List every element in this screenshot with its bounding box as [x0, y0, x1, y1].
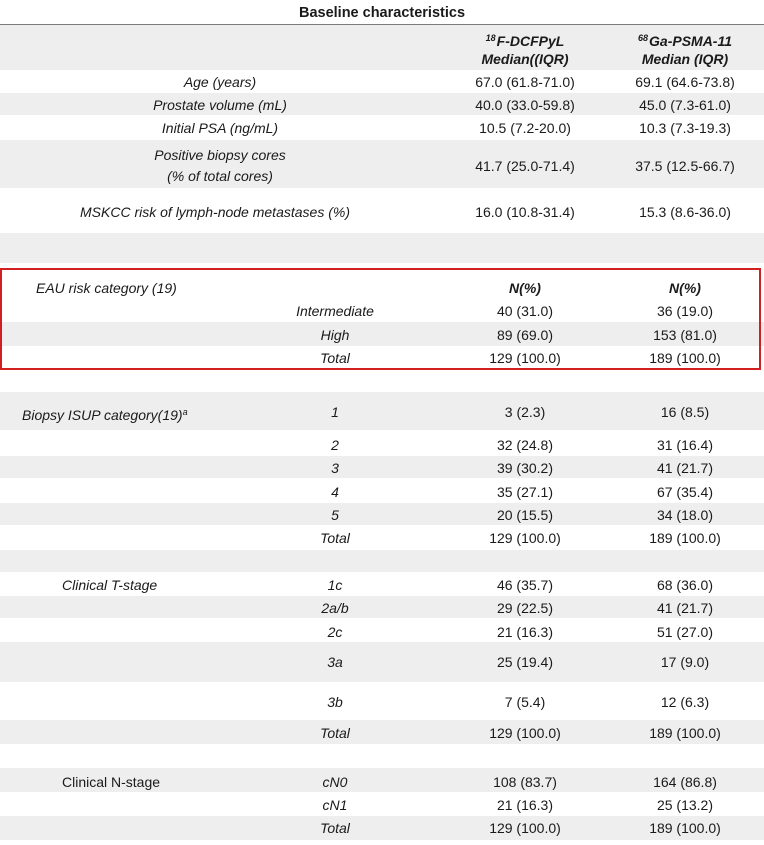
eau-n-header-dcfpyl: N(%): [509, 280, 541, 296]
highlight-box: [0, 268, 761, 370]
cell-volume-dcfpyl: 40.0 (33.0-59.8): [475, 97, 575, 113]
tstage-cell-psma: 68 (36.0): [656, 577, 714, 593]
isup-row-label: 2: [331, 437, 339, 453]
eau-cell-dcfpyl: 40 (31.0): [496, 303, 554, 319]
isup-cell-dcfpyl: 35 (27.1): [496, 484, 554, 500]
tstage-cell-dcfpyl: 21 (16.3): [496, 624, 554, 640]
isup-cell-psma: 31 (16.4): [656, 437, 714, 453]
cell-age-dcfpyl: 67.0 (61.8-71.0): [475, 74, 575, 90]
tstage-cell-psma: 41 (21.7): [656, 600, 714, 616]
col2-header-stat: Median((IQR): [481, 51, 569, 67]
isup-cell-dcfpyl: 20 (15.5): [496, 507, 554, 523]
tstage-cell-dcfpyl: 7 (5.4): [504, 694, 546, 710]
isup-row-label: Total: [320, 530, 350, 546]
isup-cell-psma: 41 (21.7): [656, 460, 714, 476]
tstage-row-label: 1c: [327, 577, 343, 593]
stripe: [0, 550, 764, 572]
eau-cell-dcfpyl: 89 (69.0): [496, 327, 554, 343]
nstage-cell-psma: 189 (100.0): [649, 820, 721, 836]
tstage-cell-dcfpyl: 46 (35.7): [496, 577, 554, 593]
table-title: Baseline characteristics: [298, 5, 466, 21]
tstage-cell-psma: 189 (100.0): [649, 725, 721, 741]
tstage-cell-psma: 17 (9.0): [660, 654, 710, 670]
eau-cell-psma: 153 (81.0): [653, 327, 717, 343]
eau-row-label: High: [320, 327, 350, 343]
row-label-biopsy-cores-line1: Positive biopsy cores: [154, 147, 286, 163]
eau-row-label: Total: [320, 350, 350, 366]
cell-psa-dcfpyl: 10.5 (7.2-20.0): [479, 120, 571, 136]
isup-cell-psma: 34 (18.0): [656, 507, 714, 523]
isup-row-label: 3: [331, 460, 339, 476]
isup-cell-dcfpyl: 39 (30.2): [496, 460, 554, 476]
nstage-row-label: cN1: [322, 797, 348, 813]
cell-mskcc-dcfpyl: 16.0 (10.8-31.4): [475, 204, 575, 220]
isup-cell-dcfpyl: 32 (24.8): [496, 437, 554, 453]
tstage-cell-dcfpyl: 25 (19.4): [496, 654, 554, 670]
isup-row-label: 4: [331, 484, 339, 500]
cell-volume-psma: 45.0 (7.3-61.0): [639, 97, 731, 113]
isup-cell-dcfpyl: 129 (100.0): [489, 530, 561, 546]
nstage-cell-dcfpyl: 21 (16.3): [496, 797, 554, 813]
nstage-cell-psma: 164 (86.8): [653, 774, 717, 790]
nstage-cell-dcfpyl: 129 (100.0): [489, 820, 561, 836]
nstage-row-label: Total: [320, 820, 350, 836]
col2-header-tracer: $^{18}$F-DCFPyL: [485, 33, 565, 49]
eau-row-label: Intermediate: [296, 303, 374, 319]
tstage-row-label: 2c: [327, 624, 343, 640]
tstage-cell-dcfpyl: 29 (22.5): [496, 600, 554, 616]
tstage-row-label: Total: [320, 725, 350, 741]
nstage-row-label: cN0: [322, 774, 348, 790]
cell-cores-dcfpyl: 41.7 (25.0-71.4): [475, 158, 575, 174]
eau-cell-dcfpyl: 129 (100.0): [489, 350, 561, 366]
section-title-nstage: Clinical N-stage: [62, 774, 161, 790]
cell-mskcc-psma: 15.3 (8.6-36.0): [639, 204, 731, 220]
nstage-cell-dcfpyl: 108 (83.7): [493, 774, 557, 790]
isup-cell-psma: 16 (8.5): [660, 404, 710, 420]
stripe: [0, 233, 764, 263]
isup-cell-psma: 189 (100.0): [649, 530, 721, 546]
eau-cell-psma: 189 (100.0): [649, 350, 721, 366]
cell-cores-psma: 37.5 (12.5-66.7): [635, 158, 735, 174]
cell-age-psma: 69.1 (64.6-73.8): [635, 74, 735, 90]
row-label-age: Age (years): [183, 74, 257, 90]
isup-cell-psma: 67 (35.4): [656, 484, 714, 500]
tstage-cell-dcfpyl: 129 (100.0): [489, 725, 561, 741]
nstage-cell-psma: 25 (13.2): [656, 797, 714, 813]
section-title-isup: Biopsy ISUP $category(19)^a$: [22, 407, 188, 423]
eau-cell-psma: 36 (19.0): [656, 303, 714, 319]
tstage-row-label: 3a: [327, 654, 343, 670]
tstage-row-label: 2a/b: [321, 600, 349, 616]
tstage-row-label: 3b: [327, 694, 343, 710]
tstage-cell-psma: 51 (27.0): [656, 624, 714, 640]
tstage-cell-psma: 12 (6.3): [660, 694, 710, 710]
row-label-initial-psa: Initial PSA (ng/mL): [161, 120, 279, 136]
col3-header-tracer: $^{68}$Ga-PSMA-11: [638, 33, 732, 49]
row-label-mskcc: MSKCC risk of lymph-node metastases (%): [80, 204, 350, 220]
isup-row-label: 1: [331, 404, 339, 420]
col3-header-stat: Median (IQR): [641, 51, 729, 67]
isup-cell-dcfpyl: 3 (2.3): [504, 404, 546, 420]
section-title-eau: EAU risk category (19): [36, 280, 177, 296]
eau-n-header-psma: N(%): [669, 280, 701, 296]
section-title-tstage: Clinical T-stage: [62, 577, 158, 593]
isup-row-label: 5: [331, 507, 339, 523]
cell-psa-psma: 10.3 (7.3-19.3): [639, 120, 731, 136]
row-label-prostate-volume: Prostate volume (mL): [153, 97, 287, 113]
row-label-biopsy-cores-line2: (% of total cores): [167, 168, 273, 184]
